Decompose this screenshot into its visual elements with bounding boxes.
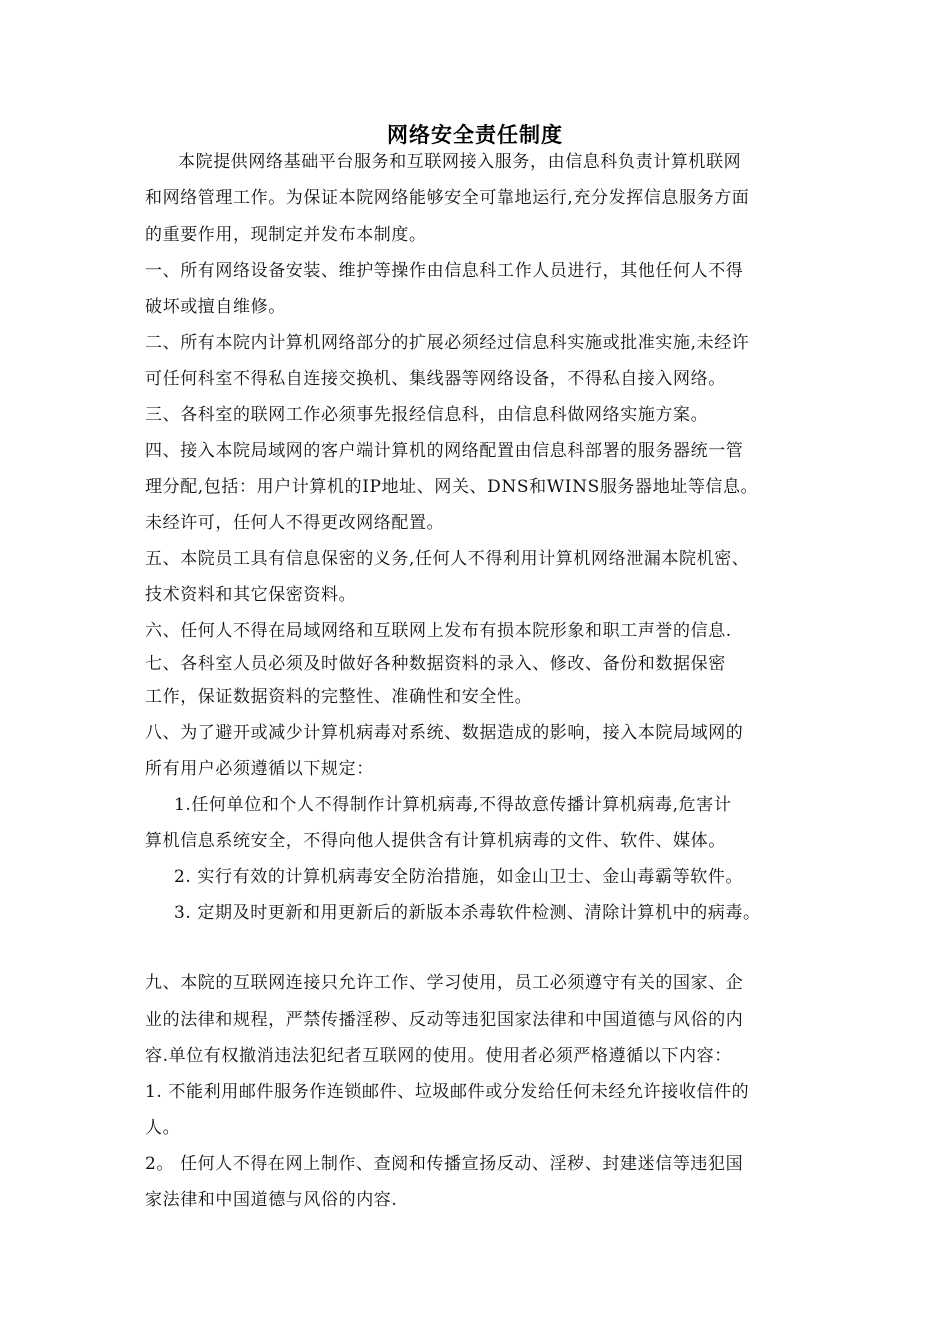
paragraph-line: 一、所有网络设备安装、维护等操作由信息科工作人员进行，其他任何人不得 — [145, 261, 744, 281]
list-item-line: 算机信息系统安全，不得向他人提供含有计算机病毒的文件、软件、媒体。 — [145, 831, 726, 851]
paragraph-line: 所有用户必须遵循以下规定： — [145, 759, 374, 779]
paragraph-line: 七、各科室人员必须及时做好各种数据资料的录入、修改、备份和数据保密 — [145, 654, 726, 674]
list-item-line: 1.任何单位和个人不得制作计算机病毒,不得故意传播计算机病毒,危害计 — [174, 795, 732, 815]
paragraph-line: 六、任何人不得在局域网络和互联网上发布有损本院形象和职工声誉的信息. — [145, 621, 732, 641]
paragraph-line: 理分配,包括：用户计算机的IP地址、网关、DNS和WINS服务器地址等信息。 — [145, 477, 759, 497]
paragraph-line: 九、本院的互联网连接只允许工作、学习使用，员工必须遵守有关的国家、企 — [145, 973, 744, 993]
paragraph-line: 五、本院员工具有信息保密的义务,任何人不得利用计算机网络泄漏本院机密、 — [145, 549, 750, 569]
list-item-line: 1. 不能利用邮件服务作连锁邮件、垃圾邮件或分发给任何未经允许接收信件的 — [145, 1082, 750, 1102]
paragraph-line: 技术资料和其它保密资料。 — [145, 585, 357, 605]
paragraph-line: 四、接入本院局域网的客户端计算机的网络配置由信息科部署的服务器统一管 — [145, 441, 744, 461]
paragraph-line: 的重要作用，现制定并发布本制度。 — [145, 225, 427, 245]
paragraph-line: 三、各科室的联网工作必须事先报经信息科，由信息科做网络实施方案。 — [145, 405, 709, 425]
paragraph-line: 容.单位有权撤消违法犯纪者互联网的使用。使用者必须严格遵循以下内容： — [145, 1046, 732, 1066]
paragraph-line: 可任何科室不得私自连接交换机、集线器等网络设备，不得私自接入网络。 — [145, 369, 726, 389]
paragraph-line: 破坏或擅自维修。 — [145, 297, 286, 317]
paragraph-line: 未经许可，任何人不得更改网络配置。 — [145, 513, 445, 533]
list-item-line: 3. 定期及时更新和用更新后的新版本杀毒软件检测、清除计算机中的病毒。 — [174, 903, 761, 923]
paragraph-line: 八、为了避开或减少计算机病毒对系统、数据造成的影响，接入本院局域网的 — [145, 723, 744, 743]
document-title: 网络安全责任制度 — [387, 123, 563, 147]
paragraph-line: 本院提供网络基础平台服务和互联网接入服务，由信息科负责计算机联网 — [178, 152, 742, 172]
list-item-line: 2. 实行有效的计算机病毒安全防治措施，如金山卫士、金山毒霸等软件。 — [174, 867, 744, 887]
list-item-line: 家法律和中国道德与风俗的内容. — [145, 1190, 398, 1210]
list-item-line: 2。 任何人不得在网上制作、查阅和传播宣扬反动、淫秽、封建迷信等违犯国 — [145, 1154, 744, 1174]
paragraph-line: 业的法律和规程，严禁传播淫秽、反动等违犯国家法律和中国道德与风俗的内 — [145, 1010, 744, 1030]
paragraph-line: 和网络管理工作。为保证本院网络能够安全可靠地运行,充分发挥信息服务方面 — [145, 188, 750, 208]
list-item-line: 人。 — [145, 1118, 181, 1138]
paragraph-line: 工作，保证数据资料的完整性、准确性和安全性。 — [145, 687, 533, 707]
paragraph-line: 二、所有本院内计算机网络部分的扩展必须经过信息科实施或批准实施,未经许 — [145, 333, 750, 353]
